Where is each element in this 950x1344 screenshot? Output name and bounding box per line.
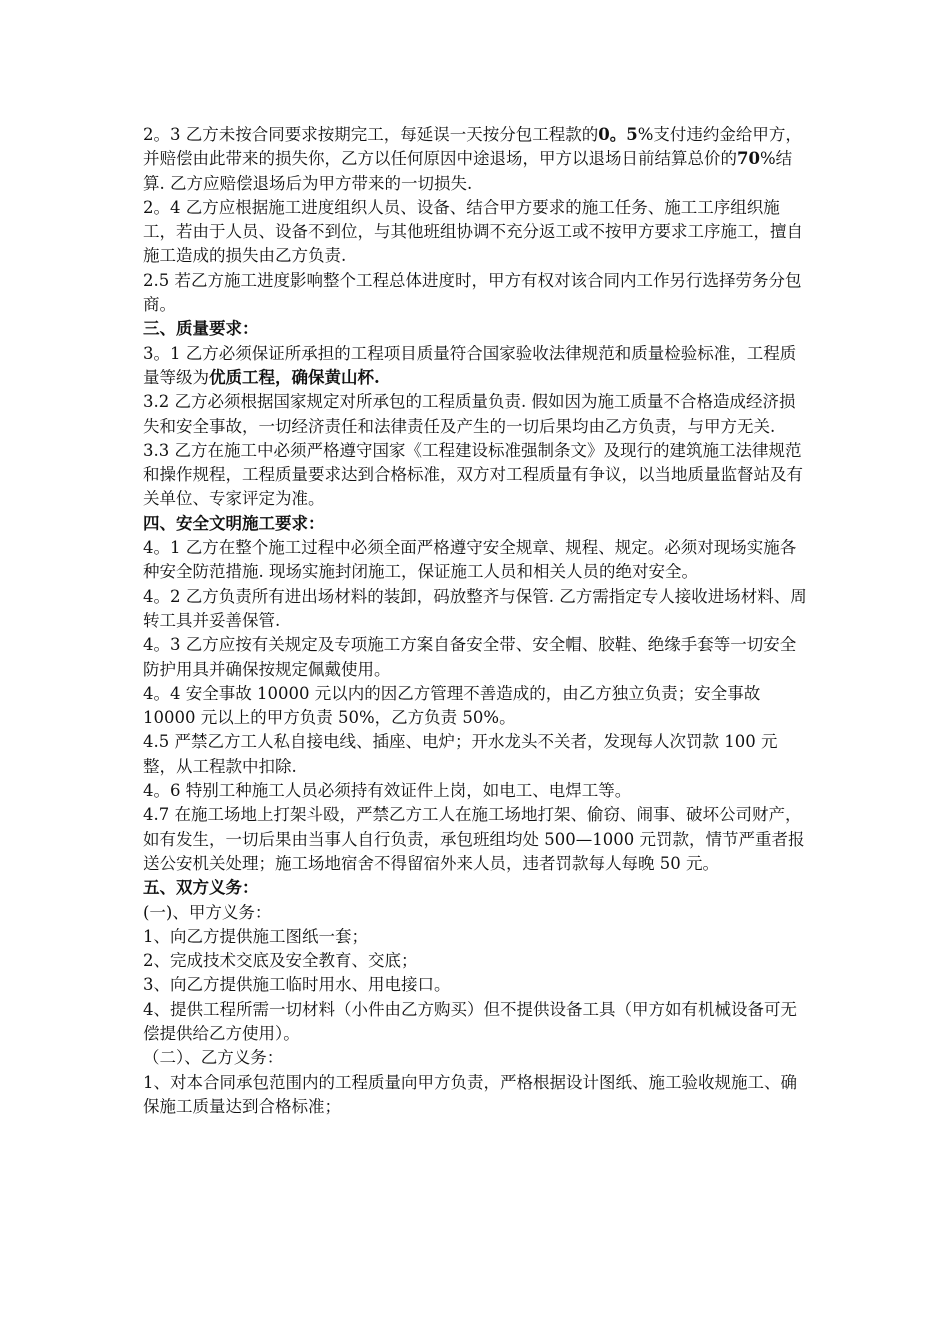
paragraph xyxy=(143,390,808,439)
text-run: 4。1 乙方在整个施工过程中必须全面严格遵守安全规章、规程、规定。必须对现场实施各种安全防范措施. 现场实施封闭施工，保证施工人员和相关人员的绝对安全。 xyxy=(143,538,797,582)
text-run: %支付违约金给甲方，并赔偿由此带来的损失你，乙方以任何原因中途退场，甲方以退场日前结算总价的 xyxy=(143,125,802,169)
document-body xyxy=(143,123,808,1119)
text-run: 1、向乙方提供施工图纸一套； xyxy=(143,926,368,946)
text-run: 4、提供工程所需一切材料（小件由乙方购买）但不提供设备工具（甲方如有机械设备可无偿提供给乙方使用）。 xyxy=(143,999,797,1043)
text-run: 五、双方义务： xyxy=(143,878,259,898)
text-run: 4。3 乙方应按有关规定及专项施工方案自备安全带、安全帽、胶鞋、绝缘手套等一切安全防护用具并确保按规定佩戴使用。 xyxy=(143,635,797,679)
text-run: 三、质量要求： xyxy=(143,319,259,339)
paragraph xyxy=(143,803,808,876)
paragraph xyxy=(143,973,808,997)
paragraph xyxy=(143,730,808,779)
text-run: (一)、甲方义务： xyxy=(143,902,272,922)
text-run: 3、向乙方提供施工临时用水、用电接口。 xyxy=(143,975,451,995)
paragraph xyxy=(143,998,808,1047)
text-run: （二）、乙方义务： xyxy=(143,1048,284,1068)
bold-text: 70 xyxy=(737,149,760,169)
paragraph xyxy=(143,269,808,318)
bold-text: 优质工程，确保黄山杯. xyxy=(209,367,380,387)
paragraph xyxy=(143,1071,808,1120)
section-heading xyxy=(143,317,808,341)
text-run: 1、对本合同承包范围内的工程质量向甲方负责，严格根据设计图纸、施工验收规施工、确保施工质量达到合格标准； xyxy=(143,1072,797,1116)
text-run: 四、安全文明施工要求： xyxy=(143,513,325,533)
paragraph xyxy=(143,779,808,803)
text-run: %结算. 乙方应赔偿退场后为甲方带来的一切损失. xyxy=(143,149,793,193)
text-run: 4.7 在施工场地上打架斗殴，严禁乙方工人在施工场地打架、偷窃、闹事、破坏公司财产，如有发生，一切后果由当事人自行负责，承包班组均处 500—1000 元罚款，情节严重者报送公安机关处理；施工场地宿舍不得留宿外来人员，违者罚款每人每晚 50 元。 xyxy=(143,805,805,873)
section-heading xyxy=(143,512,808,536)
text-run: 4。2 乙方负责所有进出场材料的装卸，码放整齐与保管. 乙方需指定专人接收进场材料、周转工具并妥善保管. xyxy=(143,586,807,630)
paragraph xyxy=(143,1046,808,1070)
text-run: 4。6 特别工种施工人员必须持有效证件上岗，如电工、电焊工等。 xyxy=(143,781,632,801)
text-run: 2。3 乙方未按合同要求按期完工，每延误一天按分包工程款的 xyxy=(143,125,599,144)
paragraph xyxy=(143,196,808,269)
paragraph xyxy=(143,949,808,973)
text-run: 2、完成技术交底及安全教育、交底； xyxy=(143,951,418,971)
paragraph xyxy=(143,342,808,391)
text-run: 3.3 乙方在施工中必须严格遵守国家《工程建设标准强制条文》及现行的建筑施工法律规范和操作规程，工程质量要求达到合格标准，双方对工程质量有争议，以当地质量监督站及有关单位、专家评定为准。 xyxy=(143,440,803,509)
text-run: 3。1 乙方必须保证所承担的工程项目质量符合国家验收法律规范和质量检验标准，工程质量等级为 xyxy=(143,343,797,387)
text-run: 2.5 若乙方施工进度影响整个工程总体进度时，甲方有权对该合同内工作另行选择劳务分包商。 xyxy=(143,270,802,315)
paragraph xyxy=(143,123,808,196)
paragraph xyxy=(143,682,808,731)
paragraph xyxy=(143,585,808,634)
paragraph xyxy=(143,536,808,585)
paragraph xyxy=(143,925,808,949)
bold-text: 0。5 xyxy=(598,125,638,144)
paragraph xyxy=(143,439,808,512)
section-heading xyxy=(143,876,808,900)
text-run: 2。4 乙方应根据施工进度组织人员、设备、结合甲方要求的施工任务、施工工序组织施工，若由于人员、设备不到位，与其他班组协调不充分返工或不按甲方要求工序施工，擅自施工造成的损失由乙方负责. xyxy=(143,197,803,266)
paragraph xyxy=(143,633,808,682)
text-run: 4.5 严禁乙方工人私自接电线、插座、电炉；开水龙头不关者，发现每人次罚款 100 元整，从工程款中扣除. xyxy=(143,732,778,776)
text-run: 4。4 安全事故 10000 元以内的因乙方管理不善造成的，由乙方独立负责；安全事故 10000 元以上的甲方负责 50%，乙方负责 50%。 xyxy=(143,683,761,728)
paragraph xyxy=(143,901,808,925)
text-run: 3.2 乙方必须根据国家规定对所承包的工程质量负责. 假如因为施工质量不合格造成经济损失和安全事故，一切经济责任和法律责任及产生的一切后果均由乙方负责，与甲方无关. xyxy=(143,392,796,436)
